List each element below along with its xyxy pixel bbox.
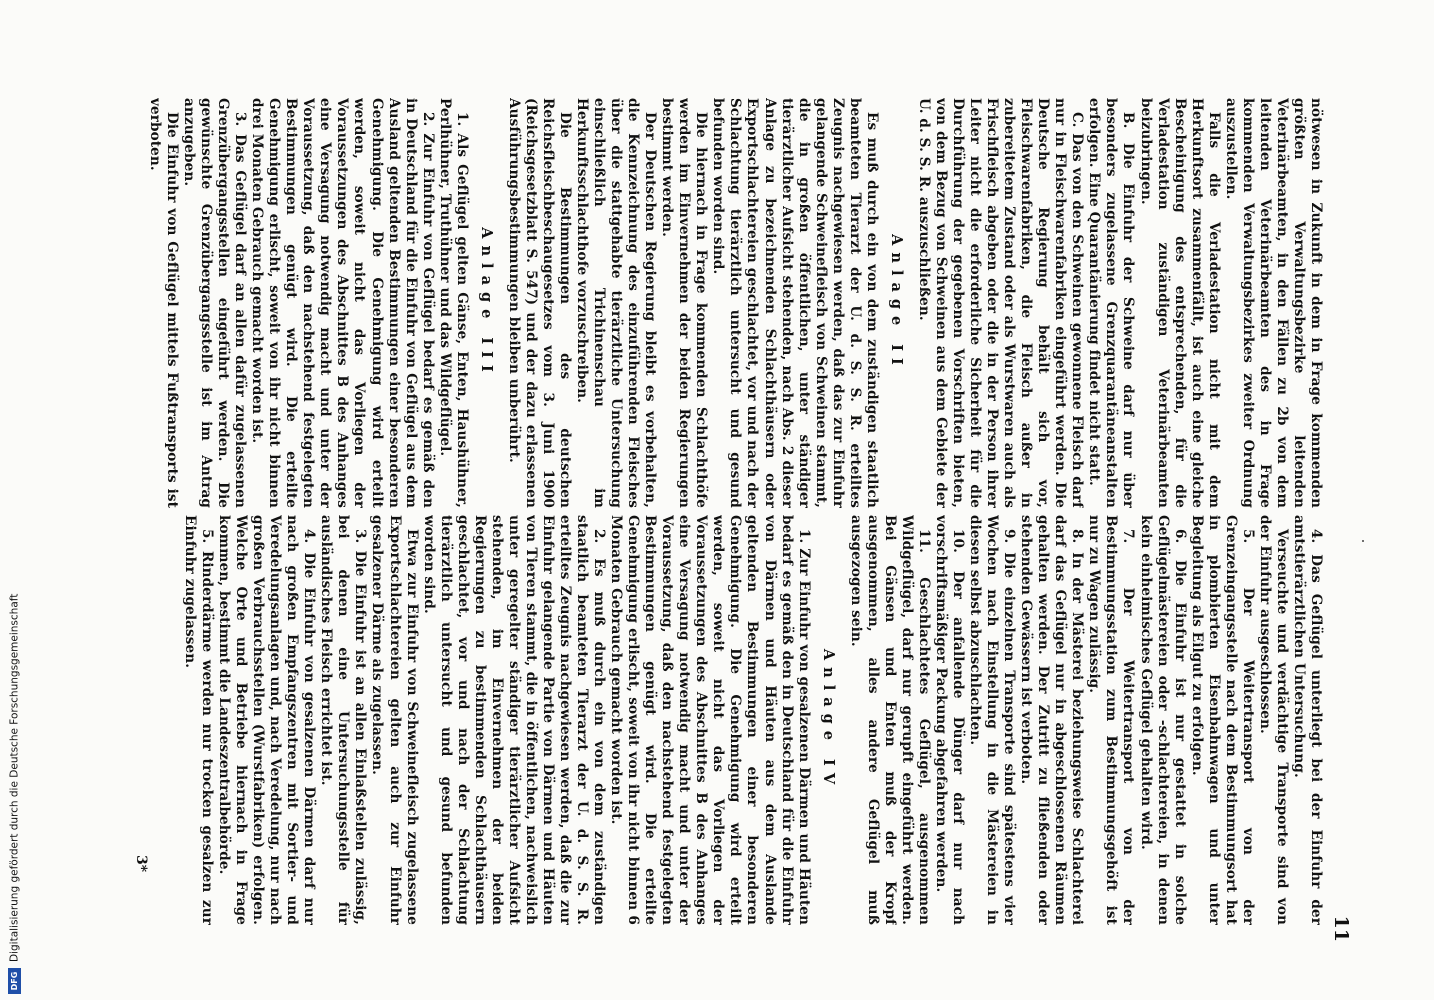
paragraph: Der Deutschen Regierung bleibt es vorbehalten, die Kennzeichnung des einzuführenden Fleisches über die stattgehabte tierärztliche Untersuchung einschließlich Trichinenschau im Herkunftsschlachthofe vorzuschreiben. [574,98,659,508]
paragraph: 4. Das Geflügel unterliegt bei der Einfuhr der amtstierärztlichen Untersuchung. [1290,515,1324,925]
left-text-column [114,98,1324,508]
annex-2-heading: Anlage II [887,234,905,372]
paragraph: 1. Als Geflügel gelten Gänse, Enten, Haushühner, Perlhühner, Truthühner und das Wildgeflügel. [436,98,470,508]
paragraph: Die Bestimmungen des deutschen Reichsfleischbeschaugesetzes vom 3. Juni 1900 (Reichsgesetzblatt S. 547) und der dazu erlassenen Ausführungsbestimmungen bleiben unberührt. [505,98,573,508]
paragraph: 1. Zur Einfuhr von gesalzenen Därmen und Häuten bedarf es gemäß den in Deutschland für die Einfuhr von Därmen und Häuten aus dem Auslande geltenden Bestimmungen einer besonderen Genehmigung. Die Genehmigung wird erteilt werden, soweit nicht das Vorliegen der Voraussetzungen des Abschnittes B des Anhanges eine Versagung notwendig macht und unter der Voraussetzung, daß den nachstehend festgelegten Bestimmungen genügt wird. Die erteilte Genehmigung erlischt, soweit von ihr nicht binnen 6 Monaten Gebrauch gemacht worden ist. [608,515,812,925]
signature-mark: 3* [133,855,149,873]
paragraph: Verseuchte und verdächtige Transporte sind von der Einfuhr ausgeschlossen. [1256,515,1290,925]
paragraph: 5. Der Weitertransport von der Grenzeingangsstelle nach dem Bestimmungsort hat in plombierten Eisenbahnwagen und unter Begleitung als Eilgut zu erfolgen. [1188,515,1256,925]
paragraph: 4. Die Einfuhr von gesalzenen Därmen darf nur nach großen Empfangszentren mit Sortier- und Veredelungsanlagen und, nach Veredelung, nur nach großen Verbrauchsstellen (Wurstfabriken) erfolgen. Welche Orte und Betriebe hiernach in Frage kommen, bestimmt die Landeszentralbehörde. [216,515,318,925]
paragraph: 7. Der Weitertransport von der Bestimmungsstation zum Bestimmungsgehöft ist nur zu Wagen zulässig. [1086,515,1137,925]
paragraph: C. Das von den Schweinen gewonnene Fleisch darf nur in Fleischwarenfabriken eingeführt werden. Die Deutsche Regierung behält sich vor, Fleischwarenfabriken, die Fleisch außer in zubereitetem Zustand oder als Wurstwaren auch als Frischfleisch abgeben oder die in der Person ihrer Leiter nicht die erforderliche Sicherheit für die Durchführung der gegebenen Vorschriften bieten, von dem Bezug von Schweinen aus dem Gebiete der U. d. S. S. R. auszuschließen. [915,98,1086,508]
paragraph: Die hiernach in Frage kommenden Schlachthöfe werden im Einvernehmen der beiden Regierungen bestimmt werden. [659,98,710,508]
paragraph: 5. Rinderdärme werden nur trocken gesalzen zur Einfuhr zugelassen. [181,515,215,925]
paragraph: B. Die Einfuhr der Schweine darf nur über besonders zugelassene Grenzquarantäneanstalten erfolgen. Eine Quarantänierung findet nicht statt. [1086,98,1137,508]
annex-3-heading: Anlage III [477,227,495,379]
annex-4-heading: Anlage IV [819,648,837,792]
paragraph: 11. Geschlachtetes Geflügel, ausgenommen Wildgeflügel, darf nur gerupft eingeführt werden. Bei Gänsen und Enten muß der Kropf ausgenommen, alles andere Geflügel muß ausgezogen sein. [847,515,932,925]
paragraph: 2. Zur Einfuhr von Geflügel bedarf es gemäß den in Deutschland für die Einfuhr von Geflügel aus dem Ausland geltenden Bestimmungen einer besonderen Genehmigung. Die Genehmigung wird erteilt werden, soweit nicht das Vorliegen der Voraussetzungen des Abschnittes B des Anhanges eine Versagung notwendig macht und unter der Voraussetzung, daß den nachstehend festgelegten Bestimmungen genügt wird. Die erteilte Genehmigung erlischt, soweit von ihr nicht binnen drei Monaten Gebrauch gemacht worden ist. [249,98,436,508]
digitization-credit [0,0,24,1000]
right-text-column [114,515,1324,925]
paragraph: Etwa zur Einfuhr von Schweinefleisch zugelassene Exportschlachtereien gelten auch zur Einfuhr gesalzener Därme als zugelassen. [369,515,420,925]
paragraph: 10. Der anfallende Dünger darf nur nach vorschriftsmäßiger Packung abgefahren werden. [932,515,967,925]
credit-text: Digitalisierung gefördert durch die Deutsche Forschungsgemeinschaft [8,593,21,962]
paragraph: Die Einfuhr von Geflügel mittels Fußtransports ist verboten. [146,98,180,508]
paragraph: 9. Die einzelnen Transporte sind spätestens vier Wochen nach Einstellung in die Mästereien in diesen selbst abzuschlachten. [967,515,1018,925]
paragraph: 3. Das Geflügel darf an allen dafür zugelassenen Grenzübergangsstellen eingeführt werden. Die gewünschte Grenzübergangsstelle ist im Antrag anzugeben. [181,98,249,508]
dfg-logo-icon: DFG [8,968,21,994]
paragraph: 8. In der Mästerei beziehungsweise Schlachterei darf das Geflügel nur in abgeschlossenen Räumen gehalten werden. Der Zutritt zu fließenden oder stehenden Gewässern ist verboten. [1018,515,1086,925]
paragraph: Falls die Verladestation nicht mit dem Herkunftsort zusammenfällt, ist auch eine gleiche Bescheinigung des entsprechenden, für die Verladestation zuständigen Veterinärbeamten beizubringen. [1137,98,1222,508]
page-number: 11 [1330,915,1352,942]
paragraph: nötwesen in Zukunft in dem in Frage kommenden größten Verwaltungsbezirke leitenden Veterinärbeamten, in den Fällen zu 2b von dem leitenden Veterinärbeamten des in Frage kommenden Verwaltungsbezirkes zweiter Ordnung auszustellen. [1222,98,1324,508]
paragraph: 6. Die Einfuhr ist nur gestattet in solche Geflügelmästereien oder -schlachtereien, in denen kein einheimisches Geflügel gehalten wird. [1137,515,1188,925]
paragraph: 3. Die Einfuhr ist an allen Einlaßstellen zulässig, bei denen eine Untersuchungsstelle für ausländisches Fleisch errichtet ist. [318,515,369,925]
paragraph: Es muß durch ein von dem zuständigen staatlich beamteten Tierarzt der U. d. S. S. R. erteiltes Zeugnis nachgewiesen werden, daß das zur Einfuhr gelangende Schweinefleisch von Schweinen stammt, die in großen öffentlichen, unter ständiger tierärztlicher Aufsicht stehenden, nach Abs. 2 dieser Anlage zu bezeichnenden Schlachthäusern oder Exportschlachtereien geschlachtet, vor und nach der Schlachtung tierärztlich untersucht und gesund befunden worden sind. [710,98,880,508]
scan-speck [1362,540,1364,542]
paragraph: 2. Es muß durch ein von dem zuständigen staatlich beamteten Tierarzt der U. d. S. S. R. erteiltes Zeugnis nachgewiesen werden, daß die zur Einfuhr gelangende Partie von Därmen und Häuten von Tieren stammt, die in öffentlichen, nachweislich unter geregelter ständiger tierärztlicher Aufsicht stehenden, im Einvernehmen der beiden Regierungen zu bestimmenden Schlachthäusern geschlachtet, vor und nach der Schlachtung tierärztlich untersucht und gesund befunden worden sind. [420,515,608,925]
